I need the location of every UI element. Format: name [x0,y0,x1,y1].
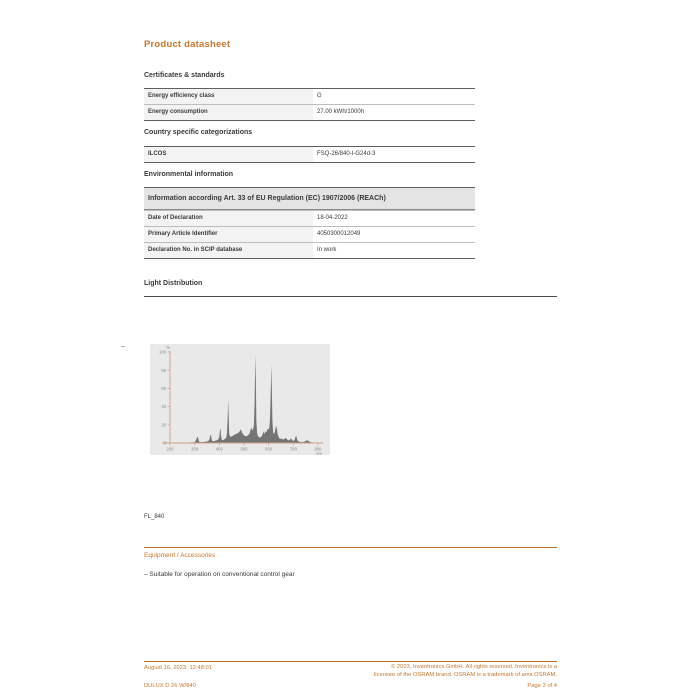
section-heading-equipment: Equipment / Accessories [144,552,216,559]
row-value: 18-04-2022 [313,211,475,226]
spectrum-area [170,355,318,443]
section-heading-country: Country specific categorizations [144,129,253,136]
footer-timestamp: August 16, 2023, 12:48:01 [144,665,213,671]
row-label: Energy consumption [144,105,313,120]
row-label: Primary Article Identifier [144,227,313,242]
section-heading-environmental: Environmental information [144,171,234,178]
reach-table-header: Information according Art. 33 of EU Regulation (EC) 1907/2006 (REACh) [144,188,475,210]
section-heading-certificates: Certificates & standards [144,72,225,79]
table-row [144,226,475,242]
svg-text:600: 600 [265,446,273,452]
row-value: 4050300012049 [313,227,475,242]
footer-copyright-line2: licensee of the OSRAM brand. OSRAM is a trademark of ams OSRAM. [374,671,557,678]
footer-divider-line [144,661,557,662]
svg-text:100: 100 [159,349,166,355]
row-label: Energy efficiency class [144,89,313,104]
svg-text:800: 800 [314,446,322,452]
row-value: 27.00 kWh/1000h [313,105,475,120]
page-title: Product datasheet [144,39,231,50]
divider-line [144,296,557,297]
row-label: Date of Declaration [144,211,313,226]
table-row [144,242,475,258]
row-value: FSQ-26/840-I-G24d-3 [313,147,475,162]
svg-text:0: 0 [163,440,166,446]
spectral-distribution-plot [150,344,330,455]
light-distribution-chart [150,344,330,455]
svg-text:60: 60 [161,386,166,391]
footer-product-name: DULUX D 26 W/840 [144,683,196,689]
svg-text:nm: nm [316,450,322,455]
country-table [144,146,475,163]
svg-text:500: 500 [240,446,248,452]
equipment-divider-line [144,547,557,548]
svg-text:700: 700 [289,446,297,452]
table-row [144,104,475,120]
chart-caption: FL_840 [144,514,165,520]
environmental-table [144,187,475,259]
row-label: Declaration No. in SCIP database [144,243,313,258]
table-row [144,210,475,226]
certificates-table [144,88,475,121]
row-label: ILCOS [144,147,313,162]
svg-text:400: 400 [215,446,223,452]
svg-text:20: 20 [161,422,166,428]
margin-dash: – [121,343,125,350]
footer-page-number: Page 3 of 4 [527,683,557,689]
svg-text:40: 40 [161,404,166,410]
table-row [144,147,475,162]
row-value: G [313,89,475,104]
footer-copyright-line1: © 2023, Inventronics GmbH. All rights reserved. Inventronics is a [390,664,557,670]
svg-text:80: 80 [161,367,166,373]
equipment-item: – Suitable for operation on conventional control gear [144,571,295,578]
svg-text:200: 200 [166,446,174,452]
footer-copyright [280,664,557,679]
section-heading-light-distribution: Light Distribution [144,280,203,287]
row-value: In work [313,243,475,258]
svg-text:300: 300 [191,446,199,452]
svg-text:%: % [166,344,170,350]
table-row [144,89,475,104]
